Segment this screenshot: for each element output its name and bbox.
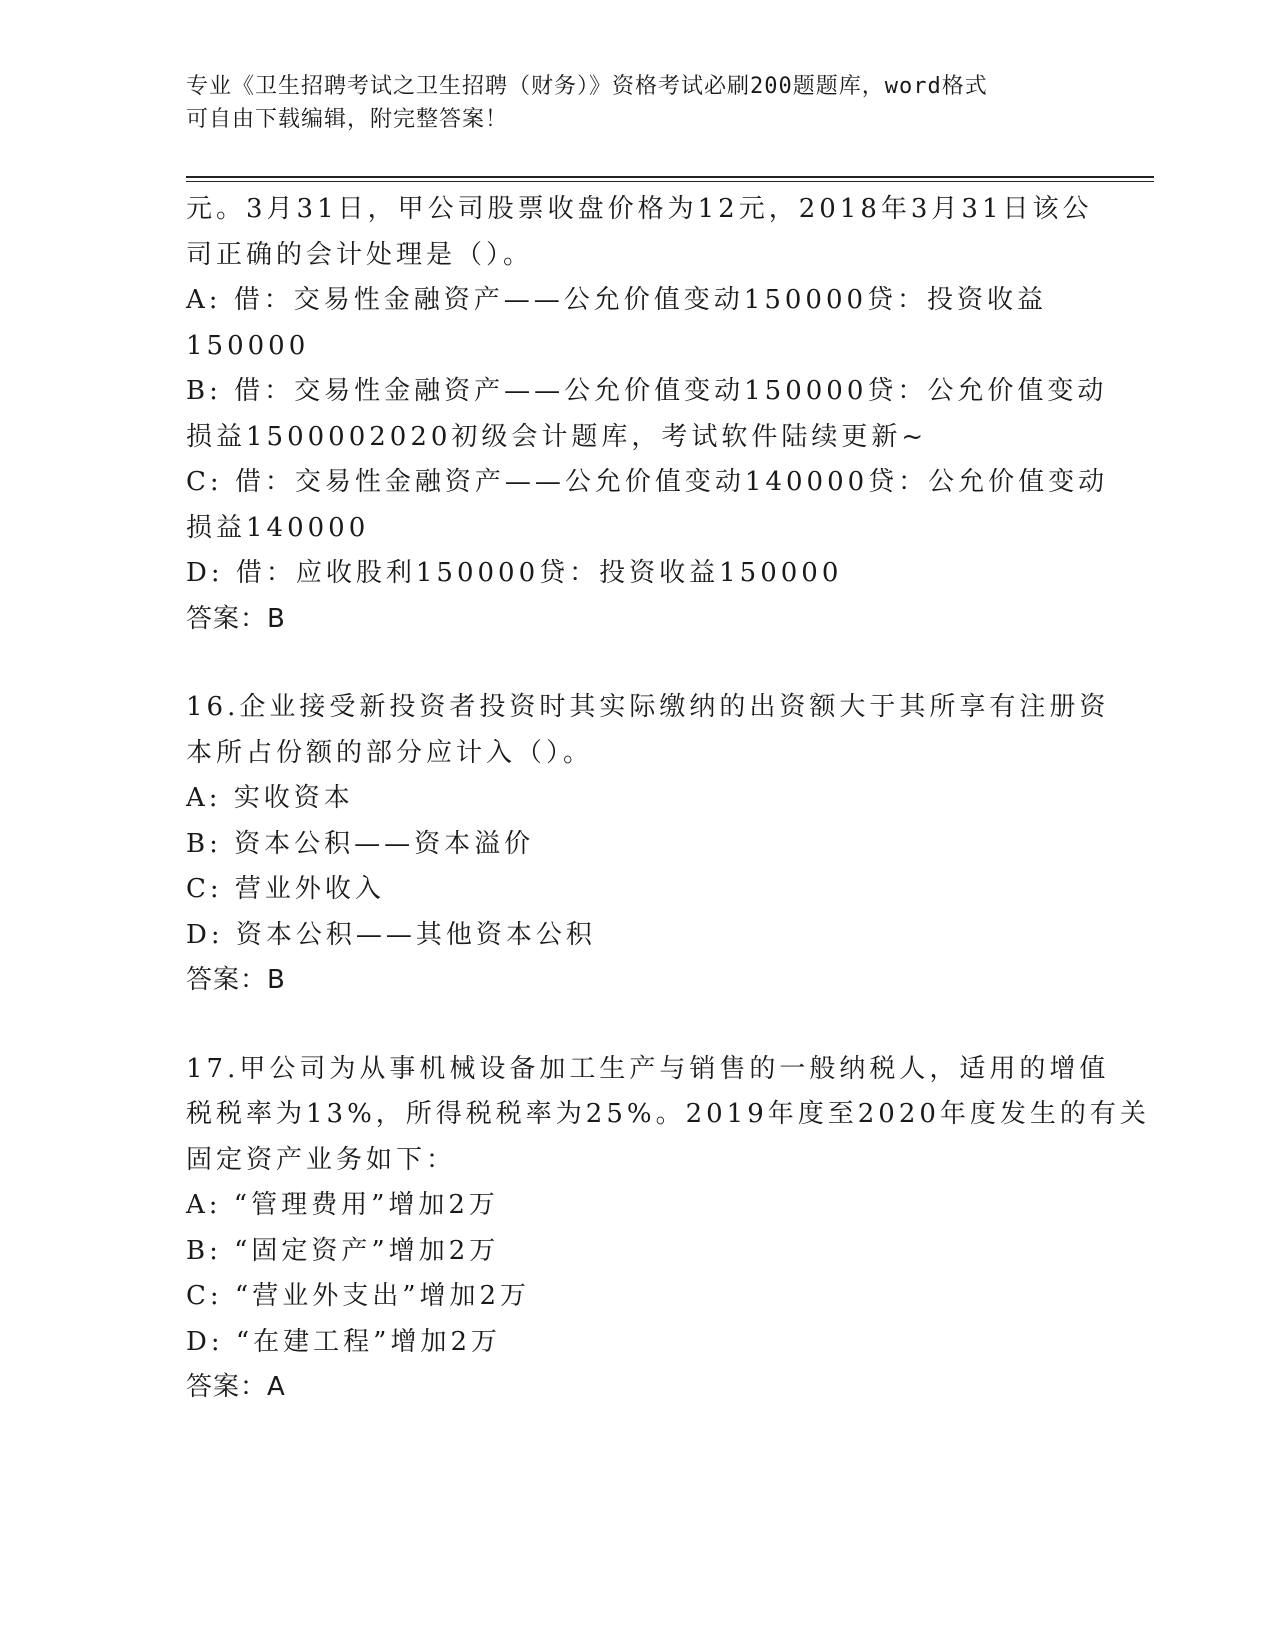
option-c-cont: 损益140000 xyxy=(186,512,370,543)
question-stem-line: 17.甲公司为从事机械设备加工生产与销售的一般纳税人，适用的增值 xyxy=(186,1053,1110,1084)
question-stem-line: 本所占份额的部分应计入（）。 xyxy=(186,737,594,768)
question-16 xyxy=(186,685,1110,1004)
option-c: C: “营业外支出”增加2万 xyxy=(186,1281,531,1311)
question-stem-line: 固定资产业务如下： xyxy=(186,1144,457,1175)
option-a-cont: 150000 xyxy=(186,330,310,361)
option-a: A: 借：交易性金融资产——公允价值变动150000贷：投资收益 xyxy=(186,285,1048,315)
option-c: C: 借：交易性金融资产——公允价值变动140000贷：公允价值变动 xyxy=(186,467,1109,497)
option-d: D: 资本公积——其他资本公积 xyxy=(186,919,596,950)
question-stem-line: 元。3月31日，甲公司股票收盘价格为12元，2018年3月31日该公 xyxy=(186,194,1093,224)
question-17 xyxy=(186,1047,1150,1411)
option-c: C: 营业外收入 xyxy=(186,874,385,904)
option-b: B: “固定资产”增加2万 xyxy=(186,1235,500,1266)
option-b: B: 资本公积——资本溢价 xyxy=(186,828,535,859)
option-a: A: 实收资本 xyxy=(186,783,354,813)
option-b: B: 借：交易性金融资产——公允价值变动150000贷：公允价值变动 xyxy=(186,376,1108,406)
question-stem-line: 司正确的会计处理是（）。 xyxy=(186,239,534,270)
header-line-1: 专业《卫生招聘考试之卫生招聘（财务）》资格考试必刷200题题库，word格式 xyxy=(186,74,988,99)
question-15 xyxy=(186,187,1109,642)
question-stem-line: 税税率为13%，所得税税率为25%。2019年度至2020年度发生的有关 xyxy=(186,1099,1150,1129)
answer: 答案：B xyxy=(186,603,286,634)
answer: 答案：B xyxy=(186,965,286,995)
header-line-2: 可自由下载编辑，附完整答案！ xyxy=(186,107,509,132)
question-stem-line: 16.企业接受新投资者投资时其实际缴纳的出资额大于其所享有注册资 xyxy=(186,692,1110,722)
page-header xyxy=(186,70,1086,136)
header-rule-thin xyxy=(186,181,1154,182)
option-b-cont: 损益1500002020初级会计题库，考试软件陆续更新~ xyxy=(186,421,928,452)
option-d: D: “在建工程”增加2万 xyxy=(186,1326,501,1357)
option-a: A: “管理费用”增加2万 xyxy=(186,1190,499,1220)
question-list xyxy=(186,187,1150,1411)
header-rule-thick xyxy=(186,176,1154,178)
option-d: D: 借：应收股利150000贷：投资收益150000 xyxy=(186,558,843,588)
answer: 答案：A xyxy=(186,1372,286,1402)
